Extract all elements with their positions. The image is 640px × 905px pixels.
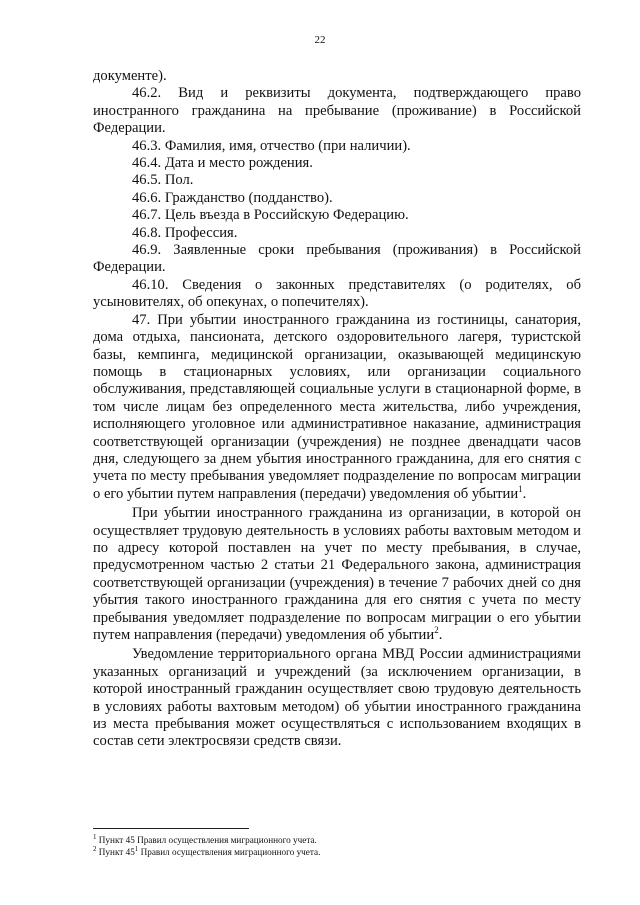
paragraph: Уведомление территориального органа МВД России администрациями указанных организаций и учреждений (за исключением организации, в которой иностранный гражданин осуществляет свою трудовую деятельность в условиях работы вахтовым методом) об убытии иностранного гражданина из места пребывания может осуществляться с использованием входящих в состав сети электросвязи средств связи.: [93, 646, 581, 750]
footnote-divider: [93, 828, 249, 829]
paragraph: 46.4. Дата и место рождения.: [132, 155, 313, 172]
paragraph: 46.7. Цель въезда в Российскую Федерацию.: [132, 207, 409, 224]
paragraph: 46.6. Гражданство (подданство).: [132, 189, 333, 206]
paragraph: [93, 505, 581, 644]
footnote-text-end: Правил осуществления миграционного учета.: [138, 847, 321, 857]
footnotes: [93, 834, 581, 858]
page-number: 22: [314, 34, 326, 46]
footnote-mark: 1: [93, 832, 97, 841]
footnote-mark: 2: [93, 844, 97, 853]
paragraph-end: .: [438, 627, 443, 643]
paragraph: 46.5. Пол.: [132, 172, 194, 189]
paragraph-end: .: [522, 485, 527, 502]
paragraph: 46.9. Заявленные сроки пребывания (проживания) в Российской Федерации.: [93, 242, 581, 276]
footnote: [93, 834, 581, 846]
paragraph-text: 47. При убытии иностранного гражданина из гостиницы, санатория, дома отдыха, пансионата, детского оздоровительного лагеря, туристской базы, кемпинга, медицинской организации, оказывающей медицинскую помощь в стационарных условиях, или организации социального обслуживания, представляющей социальные услуги в стационарной форме, в том числе лицам без определенного места жительства, либо учреждения, исполняющего уголовное или административное наказание, администрация соответствующей организации (учреждения) не позднее двенадцати часов дня, следующего за днем убытия иностранного гражданина, для его снятия с учета по месту пребывания уведомляет подразделение по вопросам миграции о его убытии путем направления (передачи) уведомления об убытии: [93, 311, 581, 502]
document-body: [93, 68, 581, 751]
paragraph: 46.10. Сведения о законных представителях (о родителях, об усыновителях, об опекунах, о попечителях).: [93, 276, 581, 311]
footnote-ref[interactable]: 2: [434, 625, 439, 636]
paragraph: 46.3. Фамилия, имя, отчество (при наличии).: [132, 137, 411, 154]
paragraph-text: При убытии иностранного гражданина из организации, в которой он осуществляет трудовую деятельность в условиях работы вахтовым методом и по адресу которой поставлен на учет по месту пребывания, в случае, предусмотренном частью 2 статьи 21 Федерального закона, администрация соответствующей организации (учреждения) в течение 7 рабочих дней со дня убытия такого иностранного гражданина для его снятия с учета по месту пребывания уведомляет подразделение по вопросам миграции о его убытии путем направления (передачи) уведомления об убытии: [93, 505, 581, 643]
footnote-ref[interactable]: 1: [518, 483, 523, 494]
paragraph: 46.2. Вид и реквизиты документа, подтверждающего право иностранного гражданина на пребывание (проживание) в Российской Федерации.: [93, 85, 581, 137]
paragraph: 46.8. Профессия.: [132, 224, 238, 241]
footnote-text-sup: 1: [134, 844, 139, 853]
footnote-text: Пункт 45 Правил осуществления миграционного учета.: [98, 835, 317, 845]
footnote-text: Пункт 45: [98, 847, 135, 857]
paragraph: документе).: [93, 68, 167, 84]
footnote: [93, 846, 581, 858]
paragraph: [93, 312, 581, 503]
